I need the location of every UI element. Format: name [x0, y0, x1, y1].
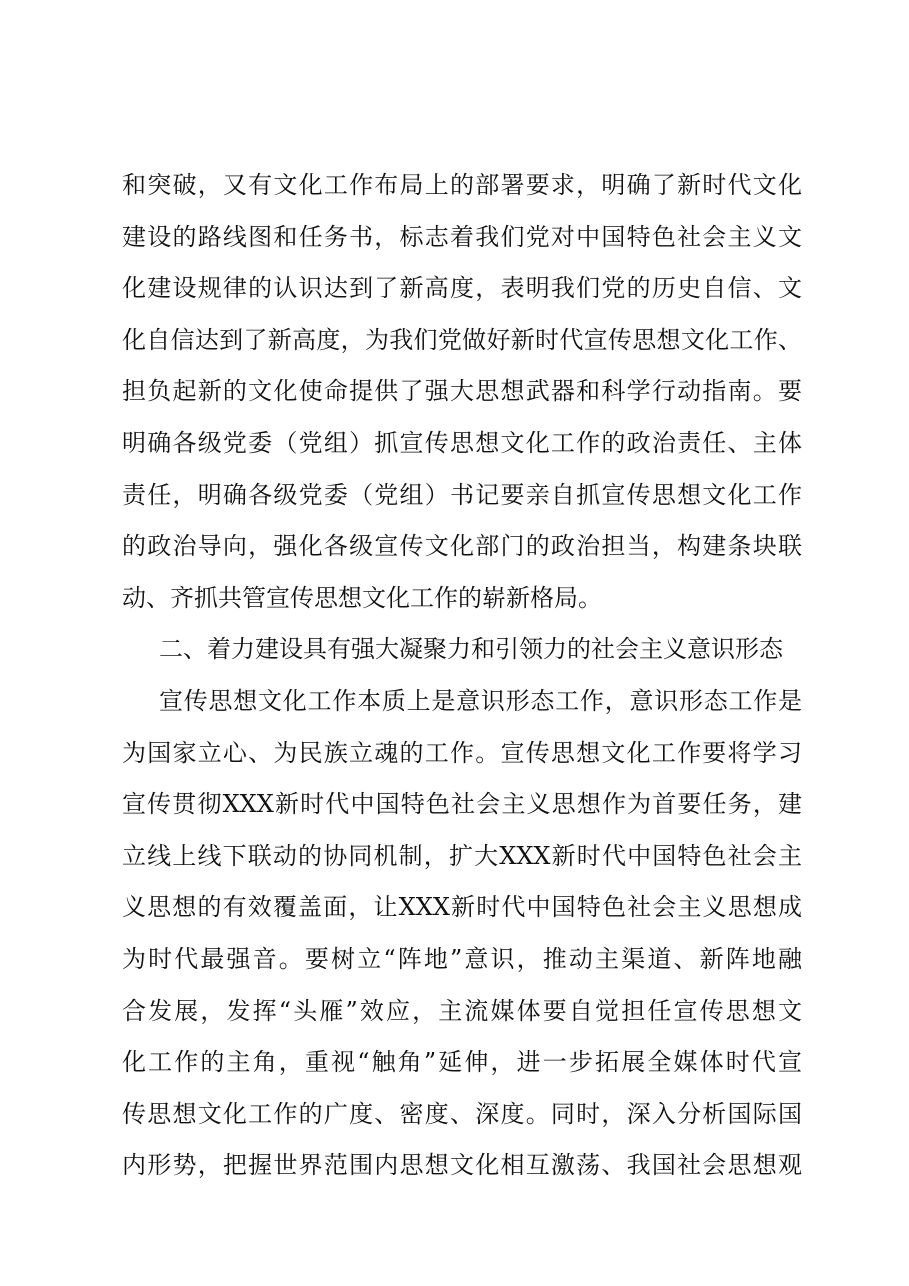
text-line: 化工作的主角，重视“触角”延伸，进一步拓展全媒体时代宣	[122, 1048, 802, 1077]
text-line: 明确各级党委（党组）抓宣传思想文化工作的政治责任、主体	[122, 428, 802, 457]
text-line: 的政治导向，强化各级宣传文化部门的政治担当，构建条块联	[122, 532, 802, 561]
text-line: 立线上线下联动的协同机制，扩大XXX新时代中国特色社会主	[122, 841, 802, 870]
text-line: 宣传贯彻XXX新时代中国特色社会主义思想作为首要任务，建	[122, 790, 802, 819]
section-heading: 二、着力建设具有强大凝聚力和引领力的社会主义意识形态	[159, 635, 783, 664]
text-line: 化建设规律的认识达到了新高度，表明我们党的历史自信、文	[122, 274, 802, 303]
paragraph-end-line: 动、齐抓共管宣传思想文化工作的崭新格局。	[122, 583, 602, 612]
text-line: 化自信达到了新高度，为我们党做好新时代宣传思想文化工作、	[122, 325, 802, 354]
text-line: 义思想的有效覆盖面，让XXX新时代中国特色社会主义思想成	[122, 893, 802, 922]
paragraph-start-line: 宣传思想文化工作本质上是意识形态工作，意识形态工作是	[159, 686, 802, 715]
text-line: 为国家立心、为民族立魂的工作。宣传思想文化工作要将学习	[122, 738, 802, 767]
text-line: 合发展，发挥“头雁”效应，主流媒体要自觉担任宣传思想文	[122, 996, 802, 1025]
text-line: 和突破，又有文化工作布局上的部署要求，明确了新时代文化	[122, 171, 802, 199]
text-line: 建设的路线图和任务书，标志着我们党对中国特色社会主义文	[122, 222, 802, 251]
text-line: 责任，明确各级党委（党组）书记要亲自抓宣传思想文化工作	[122, 480, 802, 509]
text-line: 内形势，把握世界范围内思想文化相互激荡、我国社会思想观	[122, 1151, 802, 1180]
text-line: 为时代最强音。要树立“阵地”意识，推动主渠道、新阵地融	[122, 944, 802, 973]
text-line: 担负起新的文化使命提供了强大思想武器和科学行动指南。要	[122, 377, 802, 406]
text-line: 传思想文化工作的广度、密度、深度。同时，深入分析国际国	[122, 1099, 802, 1128]
body-text	[122, 160, 802, 1192]
